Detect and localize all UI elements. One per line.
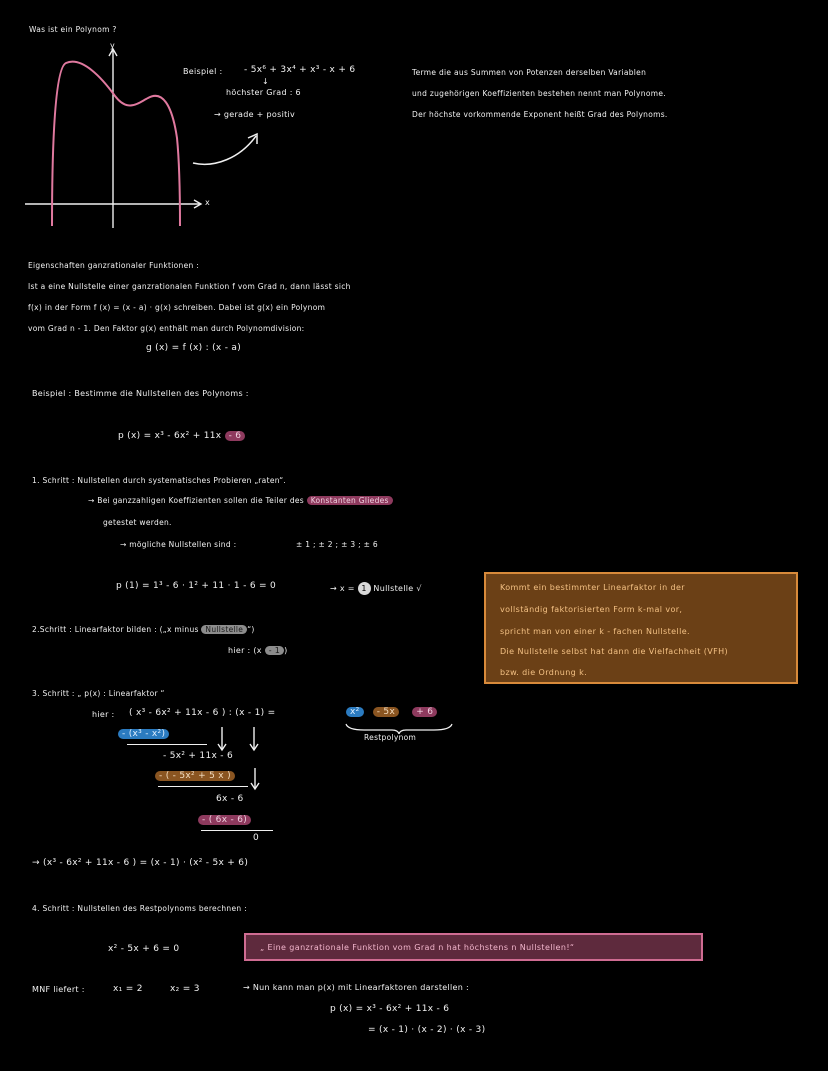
example2-polynomial [118,431,245,441]
root-label-highlight: Nullstelle [201,625,247,634]
division-line-3 [201,830,273,831]
properties-line-3: vom Grad n - 1. Den Faktor g(x) enthält man durch Polynomdivision: [28,324,305,333]
subtraction-1-highlight: - (x³ - x²) [118,729,169,739]
step2-here-text: hier : (x [228,646,262,655]
final-factorization: = (x - 1) · (x - 2) · (x - 3) [368,1025,486,1035]
properties-line-1: Ist a eine Nullstelle einer ganzrationalen Funktion f vom Grad n, dann lässt sich [28,282,351,291]
division-line-1 [127,744,207,745]
y-axis-label: y [110,41,116,50]
quotient [346,707,437,717]
factorization-result: → (x³ - 6x² + 11x - 6 ) = (x - 1) · (x² - 5x + 6) [32,858,249,868]
constant-term-highlight: - 6 [225,431,246,441]
step4-conclusion: → Nun kann man p(x) mit Linearfaktoren darstellen : [243,983,469,992]
properties-line-2: f(x) in der Form f (x) = (x - a) · g(x) schreiben. Dabei ist g(x) ein Polynom [28,303,326,312]
page-title: Was ist ein Polynom ? [29,25,117,34]
rest-polynomial-label: Restpolynom [364,733,417,742]
step1-line-2: getestet werden. [103,518,172,527]
quotient-term-2: - 5x [373,707,399,717]
example2-poly-main: p (x) = x³ - 6x² + 11x [118,431,222,441]
curved-arrow-icon [190,128,270,173]
step4-title: 4. Schritt : Nullstellen des Restpolynoms berechnen : [32,904,247,913]
note-line-4: Die Nullstelle selbst hat dann die Vielfachheit (VFH) [500,647,729,656]
example1-label: Beispiel : [183,67,223,76]
candidate-roots: ± 1 ; ± 2 ; ± 3 ; ± 6 [296,540,378,549]
division-line-2 [158,786,248,787]
step3-title: 3. Schritt : „ p(x) : Linearfaktor “ [32,689,165,698]
step1-line-1 [88,496,393,505]
step1-line-3: → mögliche Nullstellen sind : [120,540,237,549]
quadratic-equation: x² - 5x + 6 = 0 [108,944,180,954]
step1-title: 1. Schritt : Nullstellen durch systematisches Probieren „raten“. [32,476,287,485]
step1-result-prefix: → x = [330,584,355,593]
root-x2: x₂ = 3 [170,984,200,994]
example1-degree: höchster Grad : 6 [226,88,301,97]
example1-formula: - 5x⁶ + 3x⁴ + x³ - x + 6 [244,65,356,75]
polynomial-curve [52,62,180,226]
step2-here [228,646,288,655]
division-row-4: 0 [253,833,260,843]
note-line-1: Kommt ein bestimmter Linearfaktor in der [500,583,685,592]
note-line-2: vollständig faktorisierten Form k-mal vor, [500,605,683,614]
x-axis-label: x [205,198,211,207]
step2-here-end: ) [284,646,288,655]
linear-factor-highlight: - 1 [265,646,284,655]
final-polynomial: p (x) = x³ - 6x² + 11x - 6 [330,1004,450,1014]
note-line-5: bzw. die Ordnung k. [500,668,588,677]
example2-label: Beispiel : Bestimme die Nullstellen des Polynoms : [32,389,249,398]
note-line-3: spricht man von einer k - fachen Nullstelle. [500,627,690,636]
quotient-term-3: + 6 [412,707,437,717]
subtraction-2 [155,771,235,781]
subtraction-3 [198,815,251,825]
quotient-term-1: x² [346,707,364,717]
multiplicity-note-box [484,572,798,684]
properties-heading: Eigenschaften ganzrationaler Funktionen : [28,261,200,270]
step1-test: p (1) = 1³ - 6 · 1² + 11 · 1 - 6 = 0 [116,581,277,591]
subtraction-1 [118,729,169,739]
root-circle-highlight: 1 [358,582,371,595]
max-roots-quote-box [244,933,703,961]
division-row-3: 6x - 6 [216,794,244,804]
mnf-label: MNF liefert : [32,985,85,994]
step1-result [330,582,422,595]
step2-title-end: “) [247,625,255,634]
definition-line-1: Terme die aus Summen von Potenzen derselben Variablen [412,68,647,77]
division-expression: ( x³ - 6x² + 11x - 6 ) : (x - 1) = [129,708,276,718]
step2-title-text: 2.Schritt : Linearfaktor bilden : („x minus [32,625,199,634]
example1-parity: → gerade + positiv [214,110,296,119]
subtraction-3-highlight: - ( 6x - 6) [198,815,251,825]
constant-term-label-highlight: Konstanten Gliedes [307,496,393,505]
step1-result-suffix: Nullstelle √ [373,584,422,593]
step2-title [32,625,255,634]
properties-formula: g (x) = f (x) : (x - a) [146,343,242,353]
division-row-2: - 5x² + 11x - 6 [163,751,234,761]
step3-here-label: hier : [92,710,115,719]
down-arrow-icon: ↓ [262,77,270,86]
step1-line-1-text: → Bei ganzzahligen Koeffizienten sollen die Teiler des [88,496,305,505]
definition-line-3: Der höchste vorkommende Exponent heißt Grad des Polynoms. [412,110,668,119]
subtraction-2-highlight: - ( - 5x² + 5 x ) [155,771,235,781]
definition-line-2: und zugehörigen Koeffizienten bestehen nennt man Polynome. [412,89,666,98]
max-roots-quote: „ Eine ganzrationale Funktion vom Grad n hat höchstens n Nullstellen!“ [260,943,575,952]
down-arrow-2-icon [248,766,268,796]
root-x1: x₁ = 2 [113,984,143,994]
